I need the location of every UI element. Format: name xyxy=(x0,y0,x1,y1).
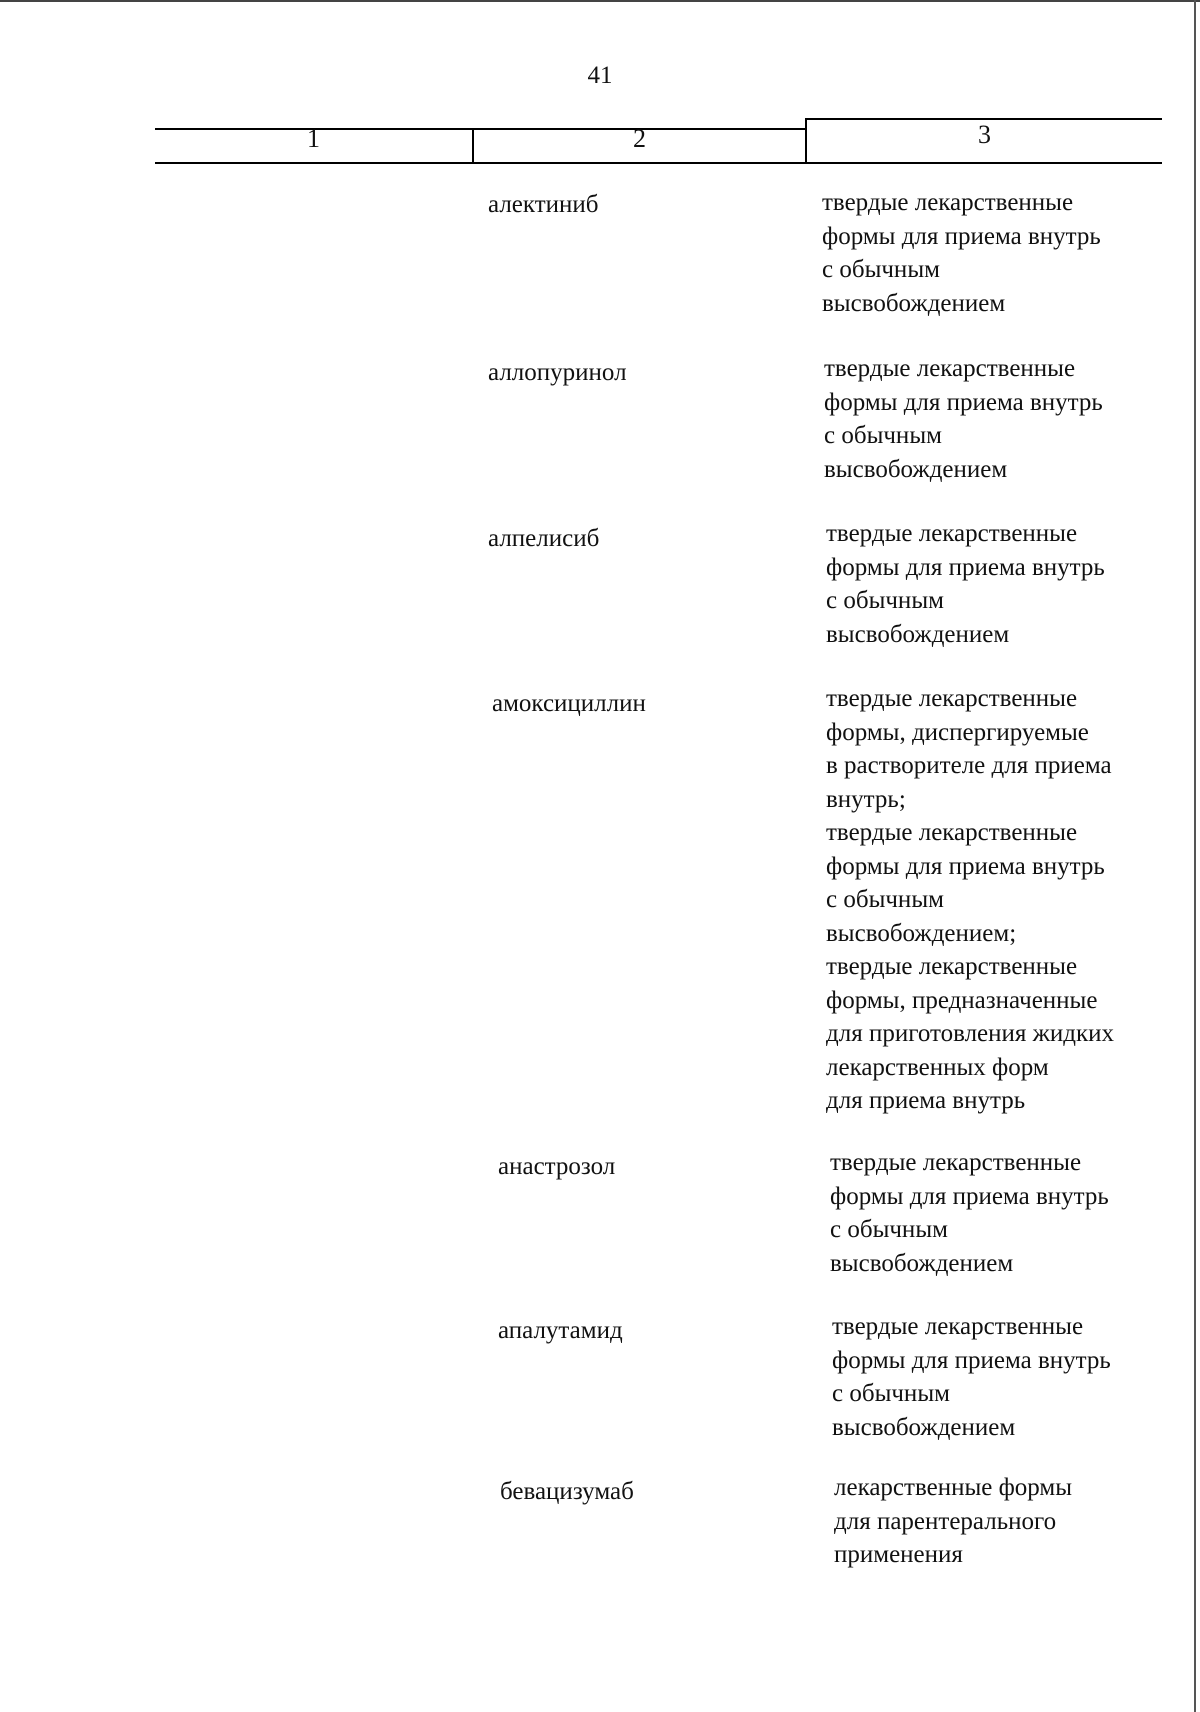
column-header-3: 3 xyxy=(978,120,991,149)
table-header-bottom-rule xyxy=(155,162,1162,164)
dosage-form-line: твердые лекарственные xyxy=(832,1313,1084,1340)
dosage-form-line: для парентерального xyxy=(834,1507,1057,1535)
dosage-form-line: высвобождением xyxy=(832,1413,1016,1441)
dosage-form-line: с обычным xyxy=(826,886,944,913)
drug-name: амоксициллин xyxy=(492,690,646,717)
dosage-form-line: высвобождением xyxy=(830,1249,1014,1277)
dosage-form xyxy=(830,1146,1109,1280)
dosage-form-line: с обычным xyxy=(822,256,940,283)
dosage-form-line: в растворителе для приема xyxy=(826,752,1112,779)
dosage-form xyxy=(834,1471,1072,1572)
dosage-form-line: с обычным xyxy=(826,587,944,614)
dosage-form-line: твердые лекарственные xyxy=(824,355,1076,382)
dosage-form-line: высвобождением; xyxy=(826,919,1017,947)
drug-name: апалутамид xyxy=(498,1317,623,1344)
page-number: 41 xyxy=(587,62,613,89)
dosage-form-line: формы для приема внутрь xyxy=(826,852,1105,880)
dosage-form-line: твердые лекарственные xyxy=(826,685,1078,712)
drug-name: аллопуринол xyxy=(488,359,627,386)
drug-name: анастрозол xyxy=(498,1153,616,1180)
dosage-form xyxy=(826,517,1105,651)
dosage-form-line: лекарственные формы xyxy=(834,1474,1073,1501)
dosage-form xyxy=(832,1310,1111,1444)
dosage-form-line: твердые лекарственные xyxy=(830,1149,1082,1176)
column-header-2: 2 xyxy=(633,124,646,153)
dosage-form-line: твердые лекарственные xyxy=(826,953,1078,980)
dosage-form-line: формы для приема внутрь xyxy=(822,222,1101,250)
dosage-form-line: внутрь; xyxy=(826,785,906,813)
dosage-form-line: с обычным xyxy=(832,1380,950,1407)
dosage-form xyxy=(822,186,1101,320)
scan-right-edge xyxy=(1194,0,1196,1712)
dosage-form-line: твердые лекарственные xyxy=(826,819,1078,846)
dosage-form-line: для приготовления жидких xyxy=(826,1020,1115,1047)
dosage-form xyxy=(826,682,1114,1118)
dosage-form-line: твердые лекарственные xyxy=(822,189,1074,216)
drug-name: алпелисиб xyxy=(488,525,600,552)
dosage-form-line: формы для приема внутрь xyxy=(826,553,1105,581)
dosage-form-line: применения xyxy=(834,1541,963,1568)
dosage-form-line: формы, предназначенные xyxy=(826,986,1098,1014)
dosage-form-line: формы, диспергируемые xyxy=(826,718,1089,746)
dosage-form-line: для приема внутрь xyxy=(826,1087,1026,1114)
dosage-form-line: высвобождением xyxy=(824,455,1008,483)
dosage-form-line: формы для приема внутрь xyxy=(824,388,1103,416)
scan-top-edge xyxy=(0,0,1200,2)
dosage-form-line: лекарственных форм xyxy=(826,1053,1049,1081)
dosage-form-line: формы для приема внутрь xyxy=(830,1182,1109,1210)
drug-name: алектиниб xyxy=(488,191,599,218)
dosage-form-line: с обычным xyxy=(830,1216,948,1243)
drug-name: бевацизумаб xyxy=(500,1478,634,1505)
dosage-form xyxy=(824,352,1103,486)
dosage-form-line: высвобождением xyxy=(822,289,1006,317)
dosage-form-line: с обычным xyxy=(824,422,942,449)
dosage-form-line: высвобождением xyxy=(826,620,1010,648)
dosage-form-line: твердые лекарственные xyxy=(826,520,1078,547)
column-header-1: 1 xyxy=(307,124,320,153)
dosage-form-line: формы для приема внутрь xyxy=(832,1346,1111,1374)
